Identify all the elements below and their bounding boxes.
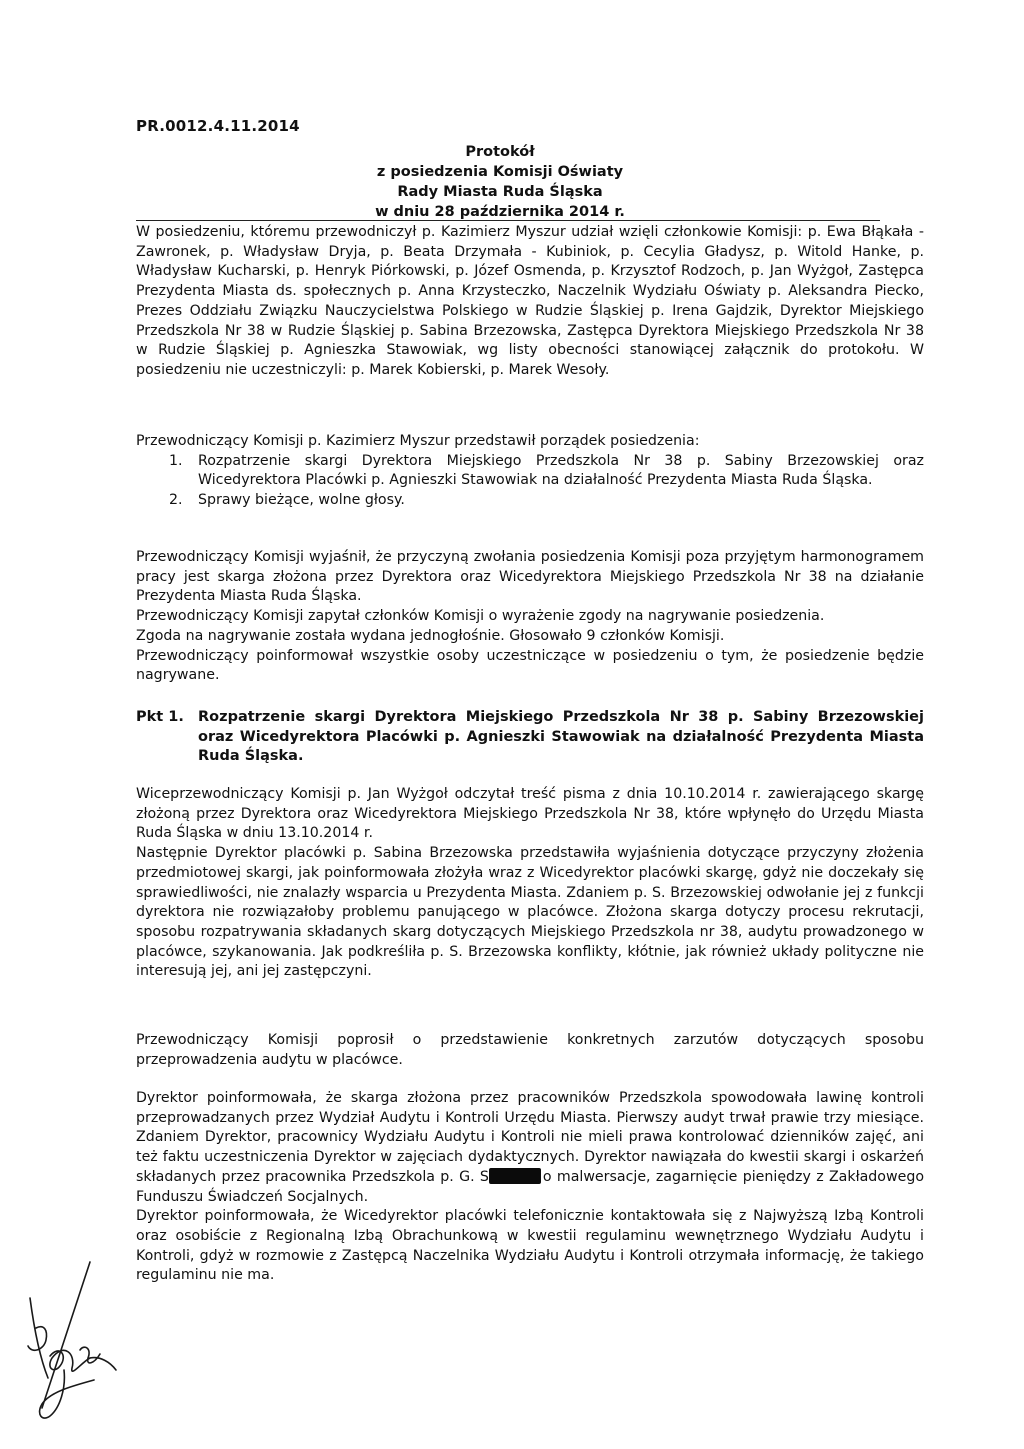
paragraph: Wiceprzewodniczący Komisji p. Jan Wyżgoł odczytał treść pisma z dnia 10.10.2014 r. zawierającego skargę złożoną przez Dyrektora oraz Wicedyrektora Miejskiego Przedszkola Nr 38, które wpłynęło do Urzędu Miasta Ruda Śląska w dniu 13.10.2014 r. (136, 786, 924, 842)
title-line: Protokół (465, 144, 535, 160)
paragraph: Przewodniczący poinformował wszystkie osoby uczestniczące w posiedzeniu o tym, że posiedzenie będzie nagrywane. (136, 647, 924, 684)
paragraph: Zgoda na nagrywanie została wydana jednogłośnie. Głosowało 9 członków Komisji. (136, 627, 725, 644)
title-line: w dniu 28 października 2014 r. (375, 204, 625, 220)
agenda-item-number: 1. (169, 452, 183, 469)
request-paragraph (136, 1031, 924, 1070)
paragraph: Następnie Dyrektor placówki p. Sabina Brzezowska przedstawiła wyjaśnienia dotyczące przyczyny złożenia przedmiotowej skargi, jak poinformowała złożyła wraz z Wicedyrektor placówki skargę, gdyż nie doczekały się sprawiedliwości, nie znalazły wsparcia u Prezydenta Miasta. Zdaniem p. S. Brzezowskiej odwołanie jej z funkcji dyrektora nie rozwiązałoby problemu panującego w placówce. Złożona skarga dotyczy procesu rekrutacji, sposobu rozpatrywania składanych skarg dotyczących Miejskiego Przedszkola nr 38, audytu prowadzonego w placówce, szykanowania. Jak podkreśliła p. S. Brzezowska konflikty, kłótnie, jak również układy polityczne nie interesują jej, ani jej zastępczyni. (136, 845, 924, 980)
agenda-item (136, 491, 924, 511)
agenda (136, 432, 924, 511)
attendance-text: W posiedzeniu, któremu przewodniczył p. Kazimierz Myszur udział wzięli członkowie Komisji: p. Ewa Błąkała - Zawronek, p. Władysław Dryja, p. Beata Drzymała - Kubiniok, p. Cecylia Gładysz, p. Witold Hanke, p. Władysław Kucharski, p. Henryk Piórkowski, p. Józef Osmenda, p. Krzysztof Rodzoch, p. Jan Wyżgoł, Zastępca Prezydenta Miasta ds. społecznych p. Anna Krzysteczko, Naczelnik Wydziału Oświaty p. Aleksandra Piecko, Prezes Oddziału Związku Nauczycielstwa Polskiego w Rudzie Śląskiej p. Irena Gajdzik, Dyrektor Miejskiego Przedszkola Nr 38 w Rudzie Śląskiej p. Sabina Brzezowska, Zastępca Dyrektora Miejskiego Przedszkola Nr 38 w Rudzie Śląskiej p. Agnieszka Stawowiak, wg listy obecności stanowiącej załącznik do protokołu. W posiedzeniu nie uczestniczyli: p. Marek Kobierski, p. Marek Wesoły. (136, 224, 924, 378)
title-line: z posiedzenia Komisji Oświaty (376, 164, 624, 180)
paragraph: Przewodniczący Komisji poprosił o przedstawienie konkretnych zarzutów dotyczących sposobu przeprowadzenia audytu w placówce. (136, 1032, 924, 1068)
paragraph: Przewodniczący Komisji zapytał członków Komisji o wyrażenie zgody na nagrywanie posiedzenia. (136, 608, 825, 625)
agenda-item-text: Rozpatrzenie skargi Dyrektora Miejskiego Przedszkola Nr 38 p. Sabiny Brzezowskiej oraz Wicedyrektora Placówki p. Agnieszki Stawowiak na działalność Prezydenta Miasta Ruda Śląska. (198, 452, 924, 489)
paragraph: Przewodniczący Komisji wyjaśnił, że przyczyną zwołania posiedzenia Komisji poza przyjętym harmonogramem pracy jest skarga złożona przez Dyrektora oraz Wicedyrektora Miejskiego Przedszkola Nr 38 na działanie Prezydenta Miasta Ruda Śląska. (136, 549, 924, 605)
agenda-item-number: 2. (169, 492, 183, 509)
title-line: Rady Miasta Ruda Śląska (397, 184, 603, 200)
agenda-intro: Przewodniczący Komisji p. Kazimierz Myszur przedstawił porządek posiedzenia: (136, 433, 700, 449)
section-title: Rozpatrzenie skargi Dyrektora Miejskiego Przedszkola Nr 38 p. Sabiny Brzezowskiej oraz Wicedyrektora Placówki p. Agnieszki Stawowiak na działalność Prezydenta Miasta Ruda Śląska. (198, 709, 924, 765)
document-title (200, 142, 800, 222)
document-number: PR.0012.4.11.2014 (136, 117, 300, 135)
agenda-item-text: Sprawy bieżące, wolne głosy. (198, 492, 405, 509)
agenda-item (136, 452, 924, 491)
section-heading-pkt-1 (136, 708, 924, 767)
paragraph-part: Dyrektor poinformowała, że skarga złożona przez pracowników Przedszkola spowodowała lawinę kontroli przeprowadzanych przez Wydział Audytu i Kontroli Urzędu Miasta. Pierwszy audyt trwał prawie trzy miesiące. Zdaniem Dyrektor, pracownicy Wydziału Audytu i Kontroli nie mieli prawa kontrolować dzienników zajęć, ani też faktu uczestniczenia Dyrektor w zajęciach dydaktycznych. Dyrektor nawiązała do kwestii skargi i oskarżeń składanych przez pracownika Przedszkola p. G. S (136, 1090, 924, 1185)
handwritten-signature (20, 1258, 130, 1428)
final-paragraph (136, 1089, 924, 1286)
redaction-mark (489, 1168, 541, 1184)
agenda-list (136, 452, 924, 511)
title-divider (136, 220, 880, 221)
pkt1-paragraphs (136, 785, 924, 982)
paragraph (136, 1089, 924, 1207)
section-label: Pkt 1. (136, 709, 184, 725)
paragraph-part: o malwersacje, zagarnięcie pieniędzy z Zakładowego Funduszu Świadczeń Socjalnych. (136, 1168, 924, 1205)
intro-paragraphs (136, 548, 924, 686)
paragraph: Dyrektor poinformowała, że Wicedyrektor placówki telefonicznie kontaktowała się z Najwyższą Izbą Kontroli oraz osobiście z Regionalną Izbą Obrachunkową w kwestii regulaminu wewnętrznego Wydziału Audytu i Kontroli, gdyż w rozmowie z Zastępcą Naczelnika Wydziału Audytu i Kontroli otrzymała informację, że takiego regulaminu nie ma. (136, 1208, 924, 1284)
attendance-paragraph (136, 223, 924, 381)
